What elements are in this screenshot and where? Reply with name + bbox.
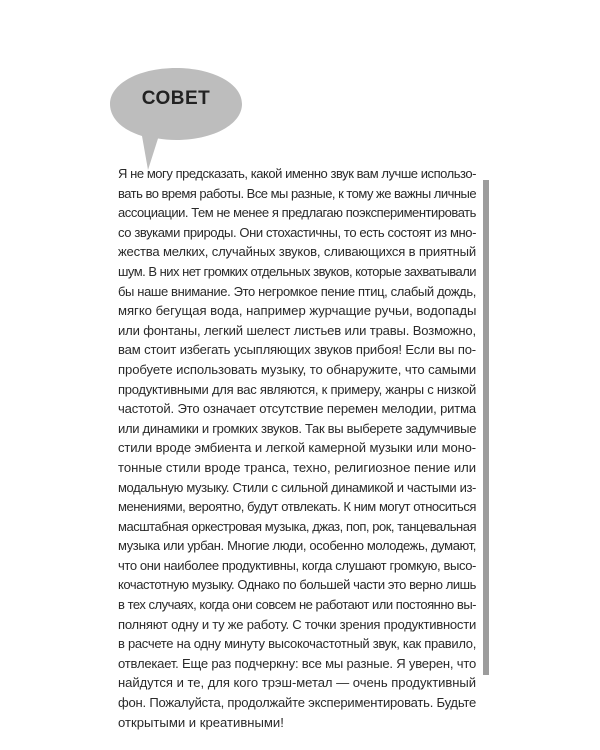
sidebar-vertical-bar [483,180,489,675]
body-text-line: бы наше внимание. Это негромкое пение птиц, слабый дождь, [118,283,476,299]
body-text-line: продуктивными для вас являются, к примеру, жанры с низкой [118,381,476,397]
body-text-line: или динамики и громких звуков. Так вы выберете задумчивые [118,420,477,436]
body-text-line: фон. Пожалуйста, продолжайте экспериментировать. Будьте [118,695,476,711]
body-text-line: ассоциации. Тем не менее я предлагаю поэкспериментировать [118,205,476,221]
body-text-line: в тех случаях, когда они совсем не работают или постоянно вы- [118,597,476,613]
body-text-line: вать во время работы. Все мы разные, к тому же важны личные [118,185,477,201]
body-text-line: в расчете на одну минуту высокочастотный звук, как правило, [118,636,476,652]
body-text-line: отвлекает. Еще раз подчеркну: все мы разные. Я уверен, что [118,655,476,671]
body-text-line: что они наиболее продуктивны, когда слушают громкую, высо- [118,557,476,573]
body-text-line: шум. В них нет громких отдельных звуков, которые захватывали [118,263,476,279]
sidebar-title: СОВЕТ [141,88,211,109]
body-text-line: или фонтаны, легкий шелест листьев или травы. Возможно, [118,322,476,338]
body-text-line: найдутся и те, для кого трэш-метал — очень продуктивный [118,675,476,691]
body-text-line: вам стоит избегать усыпляющих звуков прибоя! Если вы по- [118,342,476,358]
body-text-line: частотой. Это означает отсутствие перемен мелодии, ритма [118,401,476,417]
body-text-line: мягко бегущая вода, например журчащие ручьи, водопады [118,303,477,319]
body-text-line: тонные стили вроде транса, техно, религиозное пение или [118,459,477,475]
body-text-line: музыка или урбан. Многие люди, особенно молодежь, думают, [118,538,476,554]
body-text-line: кочастотную музыку. Однако по большей части это верно лишь [118,577,476,593]
body-text-line: со звуками природы. Они стохастичны, то есть состоят из мно- [118,224,476,240]
body-text-line: стили вроде эмбиента и легкой камерной музыки или моно- [118,440,476,456]
body-text-line: менениями, вероятно, будут отвлекать. К ним могут относиться [118,499,476,515]
body-text-line: открытыми и креативными! [118,714,284,730]
body-text-line: масштабная оркестровая музыка, джаз, поп, рок, танцевальная [118,518,476,534]
sidebar-body-text [118,164,476,732]
body-text-line: Я не могу предсказать, какой именно звук вам лучше использо- [118,166,476,181]
body-text-line: модальную музыку. Стили с сильной динамикой и частыми из- [118,479,476,495]
body-text-line: полняют одну и ту же работу. С точки зрения продуктивности [118,616,476,632]
body-text-line: пробуете использовать музыку, то обнаружите, что самыми [118,361,477,377]
speech-bubble [108,66,244,176]
body-text-line: жества мелких, случайных звуков, сливающихся в приятный [118,244,476,260]
speech-bubble-shape [108,66,244,176]
